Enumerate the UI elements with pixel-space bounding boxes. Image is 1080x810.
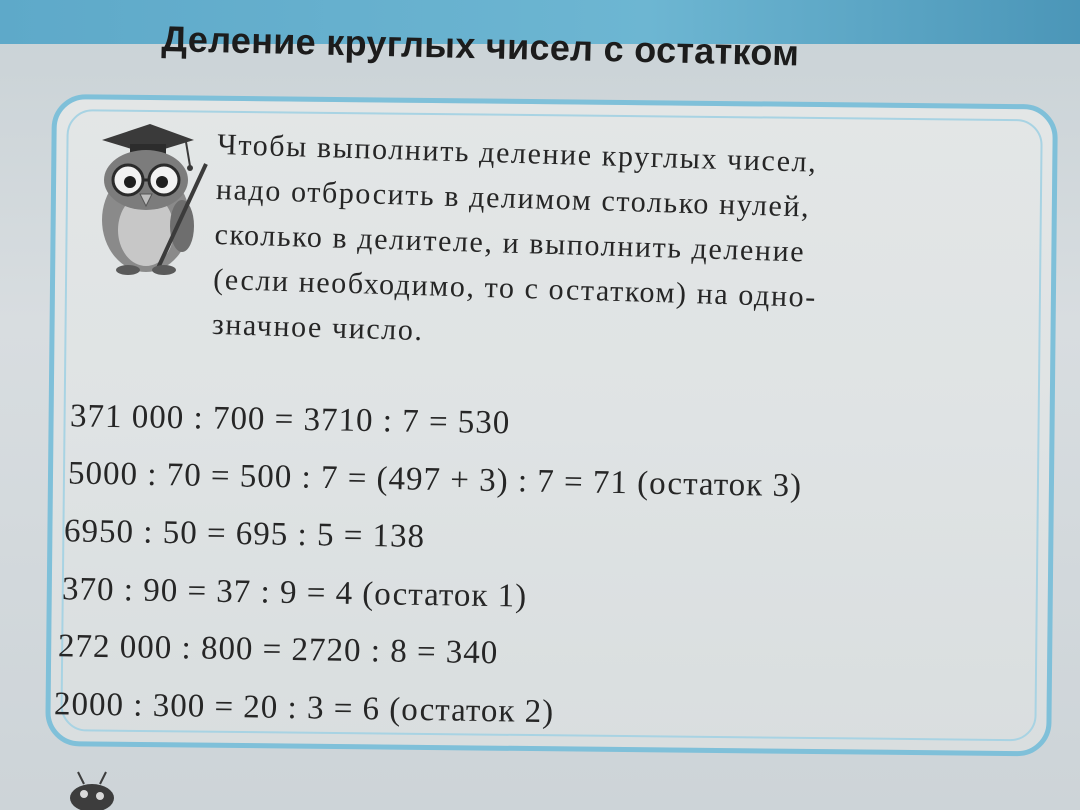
example-line: 371 000 : 700 = 3710 : 7 = 530 [69,398,511,442]
rule-line: сколько в делителе, и выполнить деление [214,217,806,269]
example-line: 370 : 90 = 37 : 9 = 4 (остаток 1) [61,570,528,615]
rule-line: (если необходимо, то с остатком) на одно- [212,262,818,314]
rule-line: надо отбросить в делимом столько нулей, [215,172,811,224]
page-title: Деление круглых чисел с остатком [161,18,800,74]
rule-line: значное число. [211,307,425,348]
example-line: 272 000 : 800 = 2720 : 8 = 340 [57,628,499,672]
rule-text [211,122,1027,371]
owl-professor-icon [82,118,212,278]
example-line: 6950 : 50 = 695 : 5 = 138 [63,513,426,555]
example-line: 2000 : 300 = 20 : 3 = 6 (остаток 2) [53,685,555,730]
examples-list [53,396,1040,741]
example-line: 5000 : 70 = 500 : 7 = (497 + 3) : 7 = 71 (остаток 3) [67,454,803,504]
ladybug-icon [62,768,122,810]
rule-line: Чтобы выполнить деление круглых чисел, [216,127,818,179]
